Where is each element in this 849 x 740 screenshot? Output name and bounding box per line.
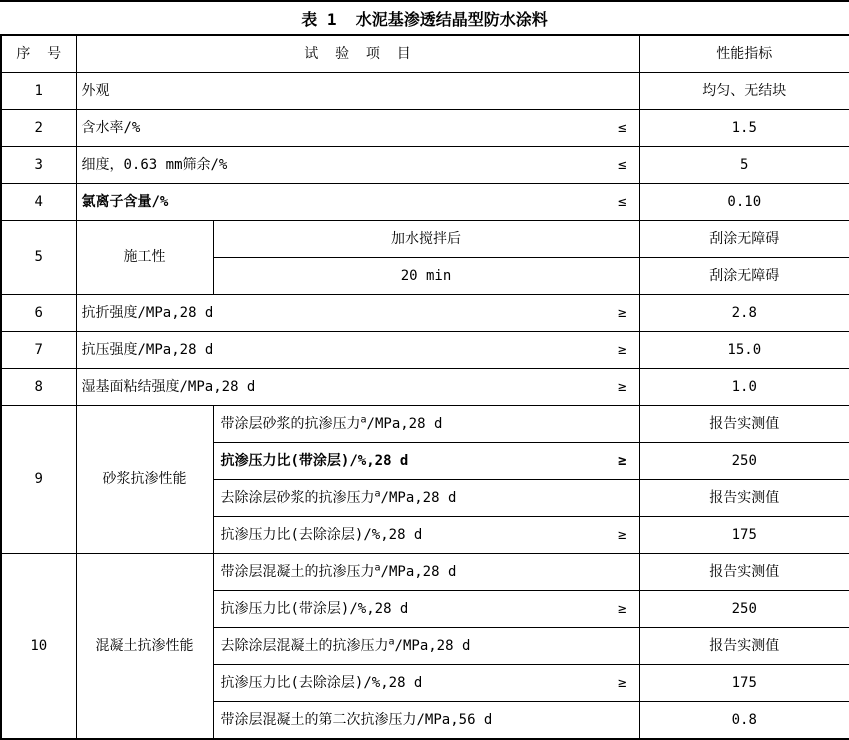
- footnote-sup: a: [388, 636, 395, 648]
- table-row: [1, 369, 849, 406]
- value-cell: 5: [639, 147, 849, 184]
- footnote-sup: a: [360, 414, 367, 426]
- item-cell: [76, 184, 639, 221]
- value-cell: 250: [639, 591, 849, 628]
- value-cell: 15.0: [639, 332, 849, 369]
- value-cell: 175: [639, 665, 849, 702]
- table-row: [1, 332, 849, 369]
- subitem-cell: [213, 406, 639, 443]
- value-cell: 0.8: [639, 702, 849, 740]
- subitem-label: 抗渗压力比(去除涂层)/%,28 d: [220, 674, 423, 691]
- table-row: [1, 110, 849, 147]
- value-cell: 250: [639, 443, 849, 480]
- footnote-sup: a: [374, 562, 381, 574]
- subitem-cell: [213, 591, 639, 628]
- subitem-label: 去除涂层砂浆的抗渗压力$^a$/MPa,28 d: [220, 488, 457, 506]
- value-cell: 均匀、无结块: [639, 73, 849, 110]
- value-cell: 175: [639, 517, 849, 554]
- subitem-label: 抗渗压力比(带涂层)/%,28 d: [220, 452, 409, 469]
- item-cell: [76, 73, 639, 110]
- subitem-cell: [213, 628, 639, 665]
- seq-cell: 2: [1, 110, 76, 147]
- ge-symbol: ≥: [618, 600, 627, 617]
- seq-cell: 4: [1, 184, 76, 221]
- le-symbol: ≤: [618, 156, 627, 173]
- item-label: 抗折强度/MPa,28 d: [81, 304, 214, 321]
- subitem-cell: [213, 480, 639, 517]
- item-label: 抗压强度/MPa,28 d: [81, 341, 214, 358]
- seq-cell: 6: [1, 295, 76, 332]
- subitem-label: 20 min: [400, 267, 452, 284]
- table-row: [1, 554, 849, 591]
- seq-cell: 7: [1, 332, 76, 369]
- subitem-label: 抗渗压力比(带涂层)/%,28 d: [220, 600, 409, 617]
- subitem-label: 带涂层混凝土的抗渗压力$^a$/MPa,28 d: [220, 562, 457, 580]
- item-label: 含水率/%: [81, 119, 141, 136]
- value-cell: 刮涂无障碍: [639, 221, 849, 258]
- seq-cell: 8: [1, 369, 76, 406]
- subitem-label: 去除涂层混凝土的抗渗压力$^a$/MPa,28 d: [220, 636, 471, 654]
- ge-symbol: ≥: [618, 341, 627, 358]
- spec-table: [0, 34, 849, 740]
- seq-cell: 1: [1, 73, 76, 110]
- item-label: 外观: [81, 82, 110, 99]
- item-label: 细度，0.63 mm筛余/%: [81, 156, 228, 173]
- item-cell: [76, 332, 639, 369]
- value-cell: 报告实测值: [639, 480, 849, 517]
- category-cell: 混凝土抗渗性能: [76, 554, 213, 740]
- footnote-sup: a: [374, 488, 381, 500]
- table-row: [1, 221, 849, 258]
- value-cell: 报告实测值: [639, 406, 849, 443]
- ge-symbol: ≥: [618, 674, 627, 691]
- item-cell: [76, 110, 639, 147]
- table-row: [1, 295, 849, 332]
- seq-cell: 10: [1, 554, 76, 740]
- table-row: [1, 184, 849, 221]
- item-cell: [76, 147, 639, 184]
- item-label: 氯离子含量/%: [81, 193, 169, 210]
- table-title: 表 1 水泥基渗透结晶型防水涂料: [301, 9, 548, 29]
- value-cell: 报告实测值: [639, 628, 849, 665]
- subitem-cell: [213, 517, 639, 554]
- table-row: [1, 406, 849, 443]
- table-row: [1, 73, 849, 110]
- value-cell: 1.0: [639, 369, 849, 406]
- header-no-cell: 序 号: [1, 35, 76, 73]
- le-symbol: ≤: [618, 193, 627, 210]
- category-cell: 砂浆抗渗性能: [76, 406, 213, 554]
- subitem-label: 抗渗压力比(去除涂层)/%,28 d: [220, 526, 423, 543]
- value-cell: 报告实测值: [639, 554, 849, 591]
- category-cell: 施工性: [76, 221, 213, 295]
- item-label: 湿基面粘结强度/MPa,28 d: [81, 378, 256, 395]
- item-cell: [76, 369, 639, 406]
- seq-cell: 3: [1, 147, 76, 184]
- seq-cell: 5: [1, 221, 76, 295]
- subitem-cell: [213, 554, 639, 591]
- value-cell: 0.10: [639, 184, 849, 221]
- le-symbol: ≤: [618, 119, 627, 136]
- subitem-label: 加水搅拌后: [391, 230, 461, 247]
- subitem-cell: [213, 665, 639, 702]
- seq-cell: 9: [1, 406, 76, 554]
- subitem-cell: [213, 258, 639, 295]
- value-cell: 1.5: [639, 110, 849, 147]
- subitem-cell: [213, 443, 639, 480]
- item-cell: [76, 295, 639, 332]
- subitem-cell: [213, 221, 639, 258]
- ge-symbol: ≥: [618, 304, 627, 321]
- header-item-cell: 试 验 项 目: [76, 35, 639, 73]
- value-cell: 刮涂无障碍: [639, 258, 849, 295]
- ge-symbol: ≥: [618, 526, 627, 543]
- ge-symbol: ≥: [618, 378, 627, 395]
- value-cell: 2.8: [639, 295, 849, 332]
- header-index-cell: 性能指标: [639, 35, 849, 73]
- ge-symbol: ≥: [618, 452, 627, 469]
- table-row: [1, 147, 849, 184]
- subitem-label: 带涂层混凝土的第二次抗渗压力/MPa,56 d: [220, 711, 493, 728]
- table-header-row: [1, 35, 849, 73]
- subitem-label: 带涂层砂浆的抗渗压力$^a$/MPa,28 d: [220, 414, 443, 432]
- subitem-cell: [213, 702, 639, 740]
